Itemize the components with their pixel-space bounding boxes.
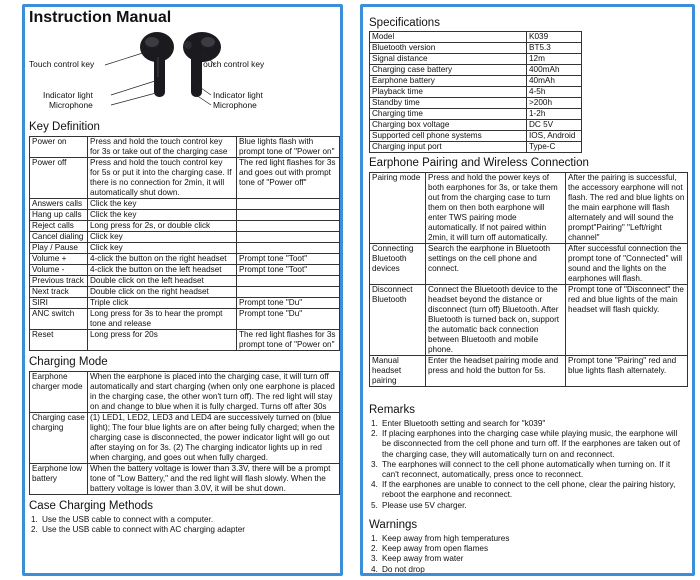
warning-item-text: Keep away from open flames (382, 544, 489, 554)
key-definition-row (30, 158, 340, 199)
key-definition-row-cell: Click key (88, 232, 237, 243)
spec-row-cell: Supported cell phone systems (370, 131, 527, 142)
key-definition-row (30, 254, 340, 265)
key-definition-row-cell: Blue lights flash with prompt tone of "Power on" (237, 137, 340, 158)
microphone-label-right: Microphone (213, 100, 257, 110)
spec-row (370, 131, 582, 142)
key-definition-row-cell: Triple click (88, 298, 237, 309)
indicator-light-label-left: Indicator light (43, 90, 93, 100)
spec-row-cell: Charging input port (370, 142, 527, 153)
spec-row (370, 109, 582, 120)
touch-control-label-left: Touch control key (29, 59, 95, 69)
key-definition-row-cell: Click the key (88, 199, 237, 210)
key-definition-row-cell: Press and hold the touch control key for 3s or take out of the charging case (88, 137, 237, 158)
key-definition-row-cell: Prompt tone "Du" (237, 298, 340, 309)
case-charging-list (31, 515, 336, 535)
pairing-row-cell: Press and hold the power keys of both earphones for 3s, or take them out from the charging case to turn them on then both earphone will enter TWS pairing mode automatically. If not paired within 2min, it will turn off automatically. (426, 173, 566, 244)
remark-item: 3. The earphones will connect to the cell phone automatically when turning on. If it can't reconnect, automatically, press once to reconnect. (371, 460, 687, 480)
pairing-row-cell: After successful connection the prompt tone of "Connected" will sound and the lights on the earphones will flash. (566, 244, 688, 285)
spec-row (370, 98, 582, 109)
key-definition-row-cell: Next track (30, 287, 88, 298)
spec-row-cell: 1-2h (527, 109, 582, 120)
pairing-row-cell: Pairing mode (370, 173, 426, 244)
key-definition-row-cell: Previous track (30, 276, 88, 287)
warning-item: 2. Keep away from open flames (371, 544, 489, 554)
key-definition-row-cell: SIRI (30, 298, 88, 309)
left-panel (22, 4, 343, 576)
indicator-light-label-right: Indicator light (213, 90, 263, 100)
charging-mode-row (30, 372, 340, 413)
charging-mode-row-cell: Charging case charging (30, 413, 88, 464)
key-definition-row-cell: Answers calls (30, 199, 88, 210)
key-definition-row-cell: Click the key (88, 210, 237, 221)
remarks-heading: Remarks (369, 404, 416, 416)
key-definition-row-cell: Long press for 3s to hear the prompt tone and release (88, 309, 237, 330)
spec-row-cell: Charging case battery (370, 65, 527, 76)
spec-row (370, 54, 582, 65)
charging-mode-row-cell: (1) LED1, LED2, LED3 and LED4 are successively turned on (blue light); The four blue lights are on after being fully charged; when the charging case is disconnected, the power indicator light will go out after staying on for 3s. (2) The charging indicator lights up in red when charging, and goes out when fully charged. (88, 413, 340, 464)
key-definition-row-cell: The red light flashes for 3s prompt tone of "Power on" (237, 330, 340, 351)
key-definition-row-cell (237, 276, 340, 287)
spec-row (370, 65, 582, 76)
spec-row-cell: Signal distance (370, 54, 527, 65)
key-definition-table (29, 136, 340, 351)
key-definition-row-cell: Press and hold the touch control key for 5s or put it into the charging case. If there is no connection for 2min, it will automatically shut down. (88, 158, 237, 199)
key-definition-row (30, 309, 340, 330)
remark-item-text: The earphones will connect to the cell phone automatically when turning on. If it can't reconnect, automatically, press once to reconnect. (382, 459, 671, 480)
right-panel (360, 4, 695, 576)
microphone-label-left: Microphone (49, 100, 93, 110)
key-definition-row-cell: Prompt tone "Toot" (237, 254, 340, 265)
pairing-row-cell: After the pairing is successful, the accessory earphone will not flash. The red and blue lights on the main earphone will flash alternately and will sound the prompt"Pairing" "Left/right channel" (566, 173, 688, 244)
spec-row-cell: 40mAh (527, 76, 582, 87)
spec-row (370, 43, 582, 54)
spec-row-cell: Charging time (370, 109, 527, 120)
key-definition-row-cell (237, 199, 340, 210)
spec-row-cell: Bluetooth version (370, 43, 527, 54)
key-definition-row (30, 276, 340, 287)
remark-item: 4. If the earphones are unable to connect to the cell phone, clear the pairing history, reboot the earphone and reconnect. (371, 480, 687, 500)
manual-title: Instruction Manual (29, 9, 172, 26)
spec-row-cell: 12m (527, 54, 582, 65)
pairing-row-cell: Disconnect Bluetooth (370, 285, 426, 356)
spec-row (370, 76, 582, 87)
key-definition-row (30, 298, 340, 309)
key-definition-row-cell (237, 221, 340, 232)
warnings-list (371, 534, 687, 575)
key-definition-row-cell: Cancel dialing (30, 232, 88, 243)
key-definition-row (30, 232, 340, 243)
spec-row-cell: BT5.3 (527, 43, 582, 54)
warning-item: 3. Keep away from water (371, 554, 464, 564)
key-definition-row (30, 137, 340, 158)
remark-item-text: Enter Bluetooth setting and search for "k039" (382, 419, 546, 428)
charging-mode-row-cell: When the battery voltage is lower than 3.3V, there will be a prompt tone of "Low Battery," and the red light will flash slowly. When the battery voltage is lower than 3.0V, it will be shut down. (88, 464, 340, 495)
charging-mode-row-cell: Earphone charger mode (30, 372, 88, 413)
spec-row-cell: 4-5h (527, 87, 582, 98)
pairing-row (370, 244, 688, 285)
spec-row-cell: Charging box voltage (370, 120, 527, 131)
spec-row (370, 32, 582, 43)
charging-mode-heading: Charging Mode (29, 356, 108, 368)
spec-row-cell: Type-C (527, 142, 582, 153)
pairing-row (370, 173, 688, 244)
key-definition-row-cell: Volume + (30, 254, 88, 265)
key-definition-row-cell: 4-click the button on the left headset (88, 265, 237, 276)
spec-row (370, 120, 582, 131)
charging-mode-table (29, 371, 340, 495)
earbuds-figure (25, 27, 343, 119)
pairing-row (370, 356, 688, 387)
specifications-table (369, 31, 582, 153)
key-definition-row-cell: Volume - (30, 265, 88, 276)
case-charging-item-text: Use the USB cable to connect with AC charging adapter (42, 525, 245, 535)
remarks-list (371, 419, 687, 511)
pairing-heading: Earphone Pairing and Wireless Connection (369, 157, 589, 169)
spec-row-cell: Playback time (370, 87, 527, 98)
key-definition-row-cell: Reset (30, 330, 88, 351)
key-definition-row-cell: Reject calls (30, 221, 88, 232)
case-charging-item-text: Use the USB cable to connect with a computer. (42, 515, 214, 524)
key-definition-heading: Key Definition (29, 121, 100, 133)
pairing-row-cell: Search the earphone in Bluetooth settings on the cell phone and connect. (426, 244, 566, 285)
spec-row-cell: Standby time (370, 98, 527, 109)
key-definition-row-cell: Power off (30, 158, 88, 199)
warning-item-text: Do not drop (382, 564, 425, 574)
warnings-heading: Warnings (369, 519, 418, 531)
case-charging-item: 1. Use the USB cable to connect with a computer. (31, 515, 214, 524)
spec-row-cell: 400mAh (527, 65, 582, 76)
charging-mode-row-cell: When the earphone is placed into the charging case, it will turn off automatically and start charging (when only one earphone is placed in the charging case, the other won't turn off). The red light will stay on and change to blue when it is fully charged. Turns off after 30s (88, 372, 340, 413)
pairing-row-cell: Prompt tone "Pairing" red and blue lights flash alternately. (566, 356, 688, 387)
key-definition-row-cell: Long press for 20s (88, 330, 237, 351)
key-definition-row-cell: ANC switch (30, 309, 88, 330)
specifications-heading: Specifications (369, 17, 440, 29)
key-definition-row-cell: Hang up calls (30, 210, 88, 221)
key-definition-row-cell: The red light flashes for 3s and goes out with prompt tone of "Power off" (237, 158, 340, 199)
spec-row-cell: Earphone battery (370, 76, 527, 87)
case-charging-item: 2. Use the USB cable to connect with AC charging adapter (31, 525, 245, 535)
charging-mode-row-cell: Earphone low battery (30, 464, 88, 495)
remark-item: 5. Please use 5V charger. (371, 500, 467, 510)
pairing-table (369, 172, 688, 387)
pairing-row-cell: Prompt tone of "Disconnect" the red and blue lights of the main headset will flash quickly. (566, 285, 688, 356)
key-definition-row-cell: 4-click the button on the right headset (88, 254, 237, 265)
left-earbud-image (140, 32, 174, 97)
spec-row-cell: K039 (527, 32, 582, 43)
spec-row-cell: IOS, Android (527, 131, 582, 142)
key-definition-row-cell: Double click on the right headset (88, 287, 237, 298)
key-definition-row-cell: Prompt tone "Toot" (237, 265, 340, 276)
key-definition-row-cell: Prompt tone "Du" (237, 309, 340, 330)
spec-row-cell: Model (370, 32, 527, 43)
warning-item-text: Keep away from high temperatures (382, 534, 510, 543)
spec-row-cell: DC 5V (527, 120, 582, 131)
key-definition-row (30, 210, 340, 221)
spec-row (370, 87, 582, 98)
case-charging-heading: Case Charging Methods (29, 500, 154, 512)
pairing-row (370, 285, 688, 356)
warning-item: 4. Do not drop (371, 564, 425, 574)
remark-item-text: Please use 5V charger. (382, 500, 467, 510)
key-definition-row (30, 243, 340, 254)
key-definition-row (30, 265, 340, 276)
key-definition-row-cell (237, 243, 340, 254)
remark-item-text: If the earphones are unable to connect to the cell phone, clear the pairing history, reboot the earphone and reconnect. (382, 480, 676, 500)
pairing-row-cell: Connecting Bluetooth devices (370, 244, 426, 285)
charging-mode-row (30, 464, 340, 495)
warning-item-text: Keep away from water (382, 554, 464, 564)
key-definition-row-cell (237, 287, 340, 298)
pairing-row-cell: Connect the Bluetooth device to the headset beyond the distance or disconnect (turn off) Bluetooth. After Bluetooth is turned back on, support the automatic back connection between Bluetooth and mobile phone. (426, 285, 566, 356)
key-definition-row (30, 199, 340, 210)
key-definition-row (30, 287, 340, 298)
key-definition-row-cell (237, 210, 340, 221)
key-definition-row-cell (237, 232, 340, 243)
remark-item: 2. If placing earphones into the charging case while playing music, the earphone will be disconnected from the cell phone and turn off. If the earphones are taken out of the charging case, they will automatically turn on and reconnect. (371, 429, 687, 460)
charging-mode-row (30, 413, 340, 464)
key-definition-row (30, 221, 340, 232)
key-definition-row (30, 330, 340, 351)
remark-item-text: If placing earphones into the charging case while playing music, the earphone will be disconnected from the cell phone and turn off. If the earphones are taken out of the charging case, they will automatically turn on and reconnect. (382, 429, 680, 459)
key-definition-row-cell: Long press for 2s, or double click (88, 221, 237, 232)
remark-item: 1. Enter Bluetooth setting and search for "k039" (371, 419, 546, 428)
spec-row (370, 142, 582, 153)
key-definition-row-cell: Play / Pause (30, 243, 88, 254)
touch-control-label-right: Touch control key (199, 59, 265, 69)
key-definition-row-cell: Click key (88, 243, 237, 254)
pairing-row-cell: Manual headset pairing (370, 356, 426, 387)
spec-row-cell: >200h (527, 98, 582, 109)
key-definition-row-cell: Power on (30, 137, 88, 158)
key-definition-row-cell: Double click on the left headset (88, 276, 237, 287)
warning-item: 1. Keep away from high temperatures (371, 534, 510, 543)
pairing-row-cell: Enter the headset pairing mode and press and hold the button for 5s. (426, 356, 566, 387)
